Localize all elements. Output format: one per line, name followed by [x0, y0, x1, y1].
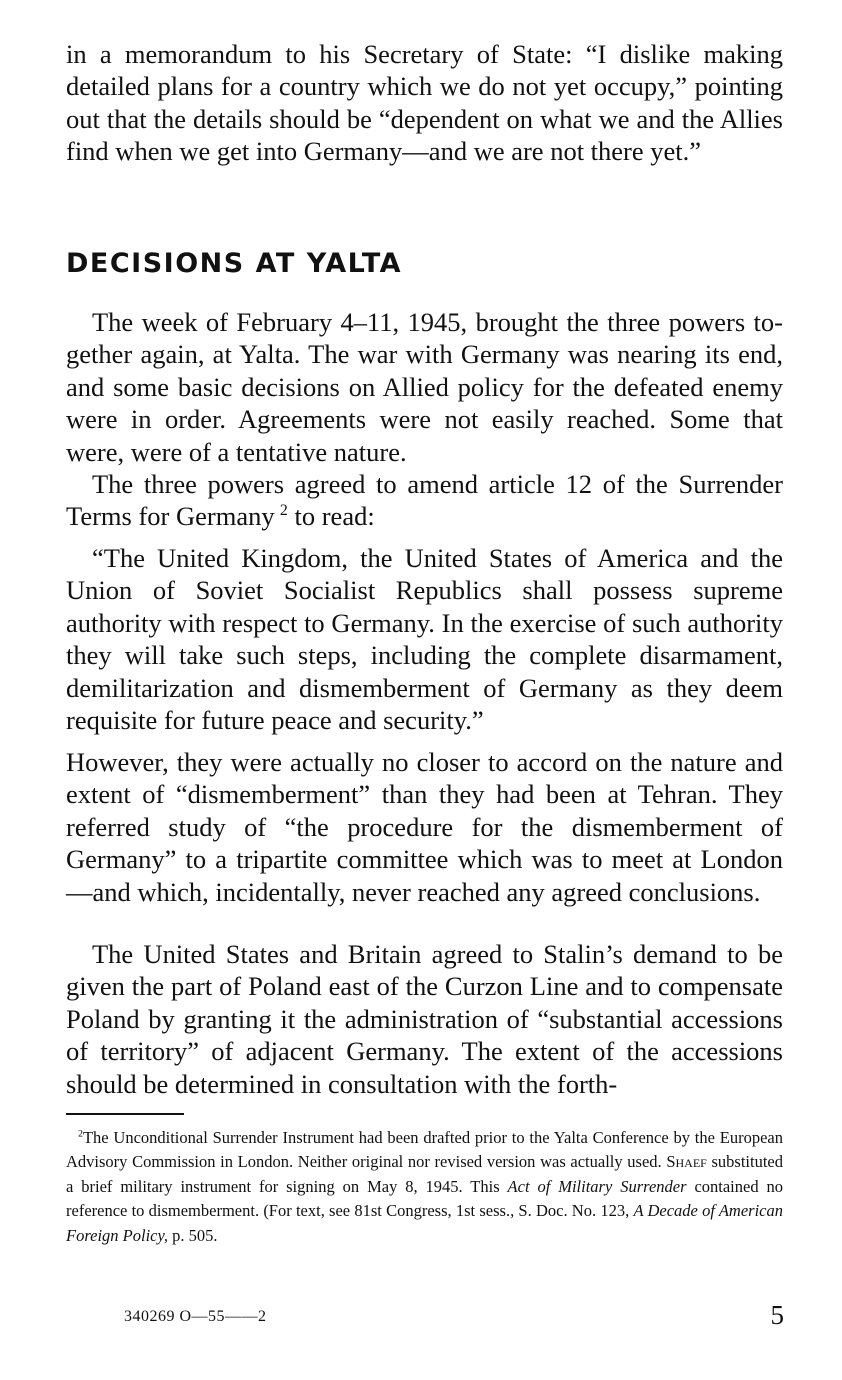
paragraph-surrender-terms-text: The three powers agreed to amend article 12 of the Surrender Terms for Germany	[66, 469, 783, 532]
footnote-marker: 2	[78, 1128, 83, 1140]
paragraph-surrender-terms	[66, 468, 783, 533]
footnote-text-3: contained no reference to dismemberment. (For text, see 81st Congress, 1st sess., S. Doc. No. 123,	[66, 1176, 783, 1221]
footnote-title-decade: A Decade of American Foreign Policy,	[66, 1201, 783, 1245]
paragraph-surrender-terms-tail: to read:	[287, 501, 375, 532]
footnote-divider	[66, 1113, 184, 1115]
paragraph-poland-curzon-line: The United States and Britain agreed to Stalin’s demand to be given the part of Poland east of the Curzon Line and to compensate Poland by granting it the administration of “substantial accessions of territory” of adjacent Germany. The extent of the accessions should be determined in consultation with the forth-	[66, 939, 783, 1099]
paragraph-yalta-week: The week of February 4–11, 1945, brought the three powers together again, at Yalta. The war with Germany was nearing its end, and some basic decisions on Allied policy for the defeated enemy were in order. Agreements were not easily reached. Some that were, were of a tentative nature.	[66, 307, 783, 467]
section-heading: DECISIONS AT YALTA	[66, 248, 403, 279]
intro-paragraph: in a memorandum to his Secretary of State: “I dislike making detailed plans for a country which we do not yet occupy,” pointing out that the details should be “dependent on what we and the Allies find when we get into Germany—and we are not there yet.”	[66, 39, 783, 167]
footnote-shaef: Shaef	[666, 1152, 707, 1172]
footnote-text-2: substituted a brief military instrument for signing on May 8, 1945. This	[66, 1152, 783, 1196]
printer-code: 340269 O—55——2	[124, 1308, 267, 1325]
footnote-reference[interactable]: 2	[279, 502, 288, 520]
footnote	[66, 1126, 783, 1248]
footnote-text-4: p. 505.	[168, 1225, 218, 1245]
footnote-text-1: The Unconditional Surrender Instrument had been drafted prior to the Yalta Conference by the European Advisory Commission in London. Neither original nor revised version was actually used.	[66, 1128, 783, 1172]
footnote-title-act: Act of Military Surrender	[507, 1176, 687, 1196]
paragraph-dismemberment: However, they were actually no closer to accord on the nature and extent of “dismemberment” than they had been at Tehran. They referred study of “the procedure for the dismemberment of Germany” to a tripartite committee which was to meet at London—and which, incidentally, never reached any agreed conclusions.	[66, 747, 783, 907]
quoted-article-12: “The United Kingdom, the United States of America and the Union of Soviet Socialist Republics shall possess supreme authority with respect to Germany. In the exercise of such authority they will take such steps, including the complete disarmament, demilitarization and dismemberment of Germany as they deem requisite for future peace and security.”	[66, 543, 783, 736]
page-number: 5	[770, 1300, 784, 1330]
